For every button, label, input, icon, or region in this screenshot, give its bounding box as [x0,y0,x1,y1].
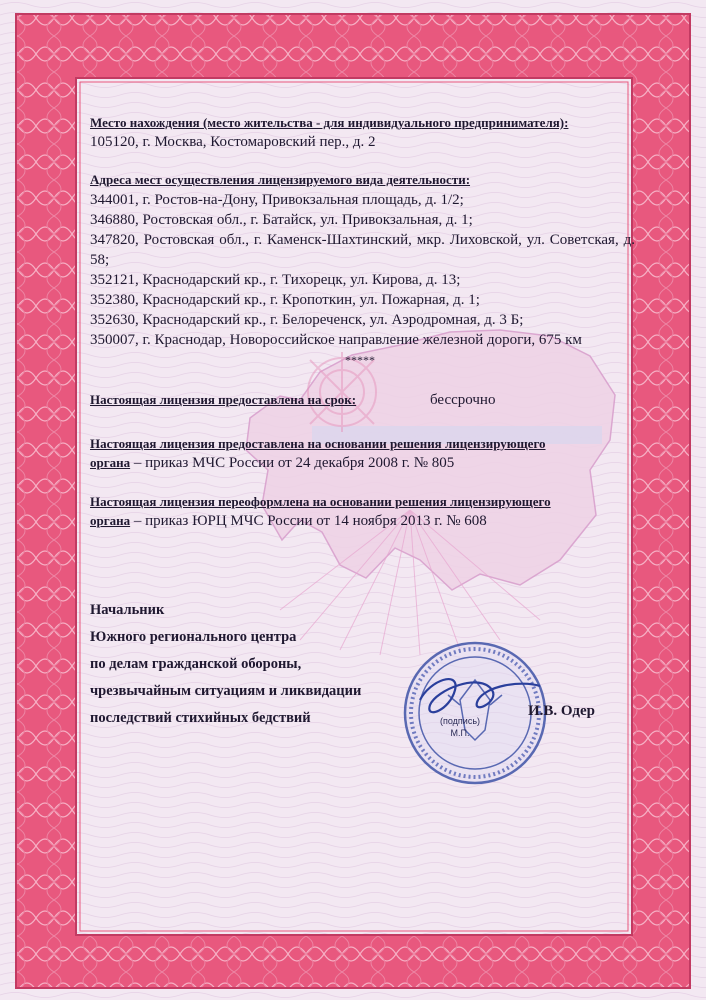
signatory-line: последствий стихийных бедствий [90,710,311,726]
separator: ***** [345,353,375,367]
basis-line [90,453,630,473]
official-seal [405,643,545,783]
signatory-line: чрезвычайным ситуациям и ликвидации [90,683,362,699]
address-item: 350007, г. Краснодар, Новороссийское направление железной дороги, 675 км [90,332,582,348]
reissue-value: – приказ ЮРЦ МЧС России от 14 ноября 2013 г. № 608 [130,513,487,529]
address-item: 352121, Краснодарский кр., г. Тихорецк, ул. Кирова, д. 13; [90,272,461,288]
stamp-caption: М.П. [450,728,470,738]
location-value: 105120, г. Москва, Костомаровский пер., д. 2 [90,134,376,150]
term-heading: Настоящая лицензия предоставлена на срок: [90,392,357,407]
basis-value: – приказ МЧС России от 24 декабря 2008 г. № 805 [130,455,455,471]
address-item: 344001, г. Ростов-на-Дону, Привокзальная площадь, д. 1/2; [90,192,464,208]
signatory-line: по делам гражданской обороны, [90,656,302,672]
reissue-line [90,511,630,531]
basis-heading-cont: органа [90,455,131,470]
signatory-title [90,597,420,732]
reissue-heading: Настоящая лицензия переоформлена на основании решения лицензирующего [90,494,551,509]
address-item: 352380, Краснодарский кр., г. Кропоткин, ул. Пожарная, д. 1; [90,292,480,308]
signatory-line: Южного регионального центра [90,629,297,645]
addresses-heading: Адреса мест осуществления лицензируемого вида деятельности: [90,172,471,187]
address-item: 352630, Краснодарский кр., г. Белореченск, ул. Аэродромная, д. 3 Б; [90,312,524,328]
location-heading: Место нахождения (место жительства - для индивидуального предпринимателя): [90,115,569,130]
address-item: 347820, Ростовская обл., г. Каменск-Шахтинский, мкр. Лиховской, ул. Советская, д. 58; [90,232,635,268]
signatory-line: Начальник [90,602,165,618]
signatory-name: И.В. Одер [528,703,595,719]
signature-caption: (подпись) [439,716,481,726]
address-item: 346880, Ростовская обл., г. Батайск, ул. Привокзальная, д. 1; [90,212,473,228]
reissue-heading-cont: органа [90,513,131,528]
basis-heading: Настоящая лицензия предоставлена на основании решения лицензирующего [90,436,546,451]
term-value: бессрочно [430,392,496,408]
